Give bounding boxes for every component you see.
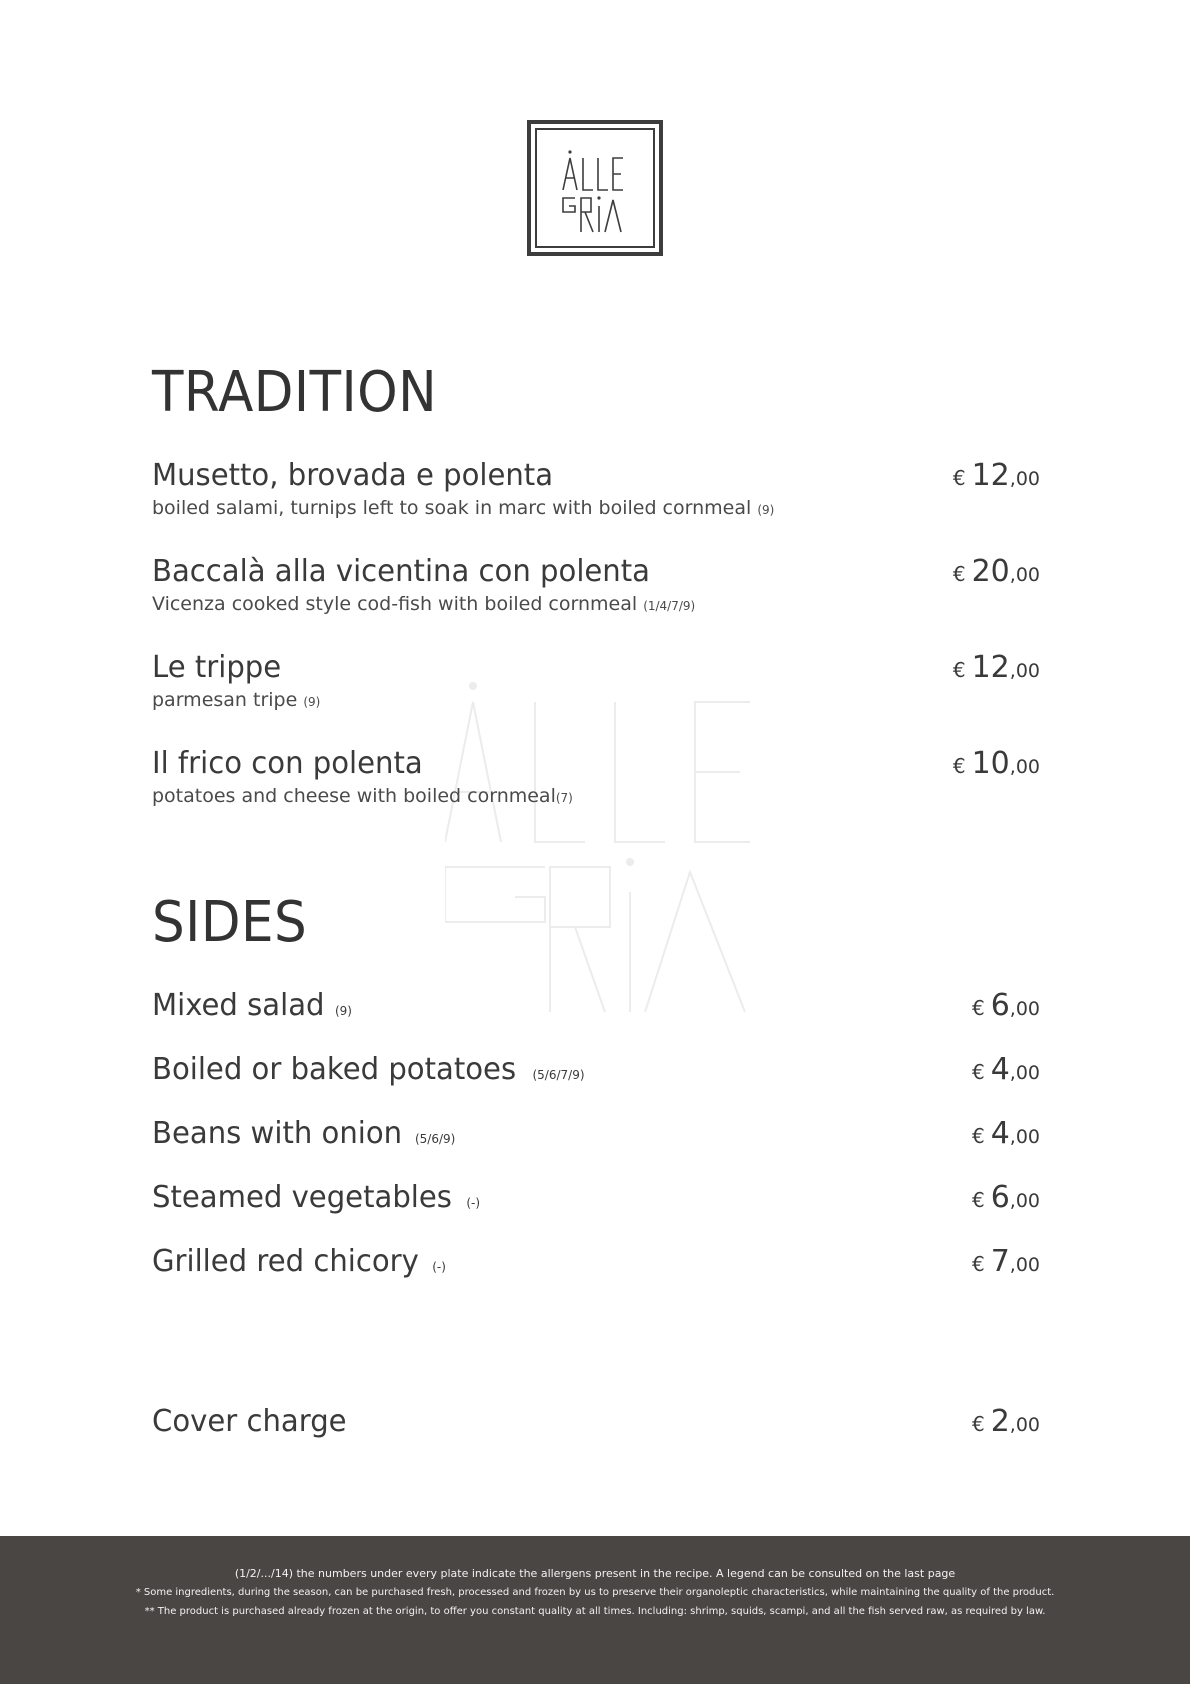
currency-symbol: €	[971, 1124, 985, 1148]
allergen-codes: (-)	[466, 1196, 481, 1210]
price-decimal: ,00	[1009, 1126, 1040, 1148]
menu-item	[152, 1116, 1040, 1151]
price-decimal: ,00	[1009, 998, 1040, 1020]
price-decimal: ,00	[1009, 468, 1040, 490]
currency-symbol: €	[971, 996, 985, 1020]
restaurant-logo	[527, 120, 663, 256]
currency-symbol: €	[952, 562, 966, 586]
description-text: parmesan tripe	[152, 689, 298, 711]
currency-symbol: €	[971, 1252, 985, 1276]
price-integer: 2	[990, 1404, 1010, 1439]
menu-item	[152, 1052, 1040, 1087]
item-description	[152, 593, 1040, 615]
menu-item	[152, 650, 1040, 711]
item-description	[152, 689, 1040, 711]
price-decimal: ,00	[1009, 756, 1040, 778]
currency-symbol: €	[971, 1412, 985, 1436]
allergen-codes: (9)	[757, 503, 775, 517]
item-price	[972, 1052, 1040, 1087]
price-decimal: ,00	[1009, 1254, 1040, 1276]
item-price	[972, 1180, 1040, 1215]
allergen-legend-note: (1/2/.../14) the numbers under every plate indicate the allergens present in the recipe. A legend can be consulted on the last page	[234, 1567, 956, 1580]
item-price	[953, 650, 1040, 685]
item-name: Boiled or baked potatoes	[152, 1052, 517, 1087]
item-name: Baccalà alla vicentina con polenta	[152, 554, 651, 589]
allegria-logo-icon	[559, 148, 639, 236]
allergen-codes: (5/6/9)	[414, 1132, 456, 1146]
currency-symbol: €	[952, 754, 966, 778]
price-decimal: ,00	[1009, 564, 1040, 586]
allergen-codes: (-)	[432, 1260, 446, 1274]
item-price	[972, 988, 1040, 1023]
price-integer: 6	[990, 988, 1010, 1023]
item-name: Il frico con polenta	[152, 746, 423, 781]
item-name: Mixed salad	[152, 988, 325, 1023]
item-description	[152, 785, 1040, 807]
menu-item	[152, 1244, 1040, 1279]
allergen-codes: (9)	[334, 1004, 352, 1018]
item-name: Le trippe	[152, 650, 282, 685]
description-text: boiled salami, turnips left to soak in marc with boiled cornmeal	[152, 497, 752, 519]
menu-item	[152, 746, 1040, 807]
price-integer: 4	[990, 1052, 1010, 1087]
currency-symbol: €	[952, 658, 966, 682]
price-decimal: ,00	[1009, 1414, 1040, 1436]
section-title-tradition: TRADITION	[152, 360, 438, 425]
footer-notes	[0, 1536, 1190, 1684]
allergen-codes: (1/4/7/9)	[643, 599, 696, 613]
price-integer: 20	[971, 554, 1010, 589]
item-name: Steamed vegetables	[152, 1180, 452, 1215]
logo-watermark	[445, 682, 755, 1012]
menu-item	[152, 554, 1040, 615]
frozen-ingredients-note: * Some ingredients, during the season, can be purchased fresh, processed and frozen by us to preserve their organoleptic characteristics, while maintaining the quality of the product.	[135, 1587, 1055, 1598]
cover-charge-price	[972, 1404, 1040, 1439]
currency-symbol: €	[952, 466, 966, 490]
menu-item	[152, 988, 1040, 1023]
price-decimal: ,00	[1009, 660, 1040, 682]
description-text: potatoes and cheese with boiled cornmeal	[152, 785, 556, 807]
currency-symbol: €	[971, 1060, 985, 1084]
frozen-origin-note: ** The product is purchased already frozen at the origin, to offer you constant quality at all times. Including: shrimp, squids, scampi, and all the fish served raw, as required by law.	[144, 1606, 1046, 1617]
allergen-codes: (9)	[303, 695, 321, 709]
item-description	[152, 497, 1040, 519]
item-name: Beans with onion	[152, 1116, 403, 1151]
item-price	[972, 1244, 1040, 1279]
item-price	[953, 746, 1040, 781]
item-price	[972, 1116, 1040, 1151]
description-text: Vicenza cooked style cod-fish with boiled cornmeal	[152, 593, 638, 615]
item-price	[953, 554, 1040, 589]
price-integer: 7	[990, 1244, 1010, 1279]
cover-charge	[152, 1404, 1040, 1439]
price-integer: 12	[971, 458, 1010, 493]
price-decimal: ,00	[1009, 1190, 1040, 1212]
cover-charge-label: Cover charge	[152, 1404, 347, 1439]
currency-symbol: €	[971, 1188, 985, 1212]
menu-item	[152, 458, 1040, 519]
allergen-codes: (5/6/7/9)	[532, 1068, 585, 1082]
price-decimal: ,00	[1009, 1062, 1040, 1084]
price-integer: 10	[971, 746, 1010, 781]
price-integer: 4	[990, 1116, 1010, 1151]
allergen-codes: (7)	[555, 791, 573, 805]
menu-item	[152, 1180, 1040, 1215]
section-title-sides: SIDES	[152, 890, 308, 955]
item-name: Grilled red chicory	[152, 1244, 419, 1279]
price-integer: 6	[990, 1180, 1010, 1215]
price-integer: 12	[971, 650, 1010, 685]
item-price	[953, 458, 1040, 493]
item-name: Musetto, brovada e polenta	[152, 458, 554, 493]
